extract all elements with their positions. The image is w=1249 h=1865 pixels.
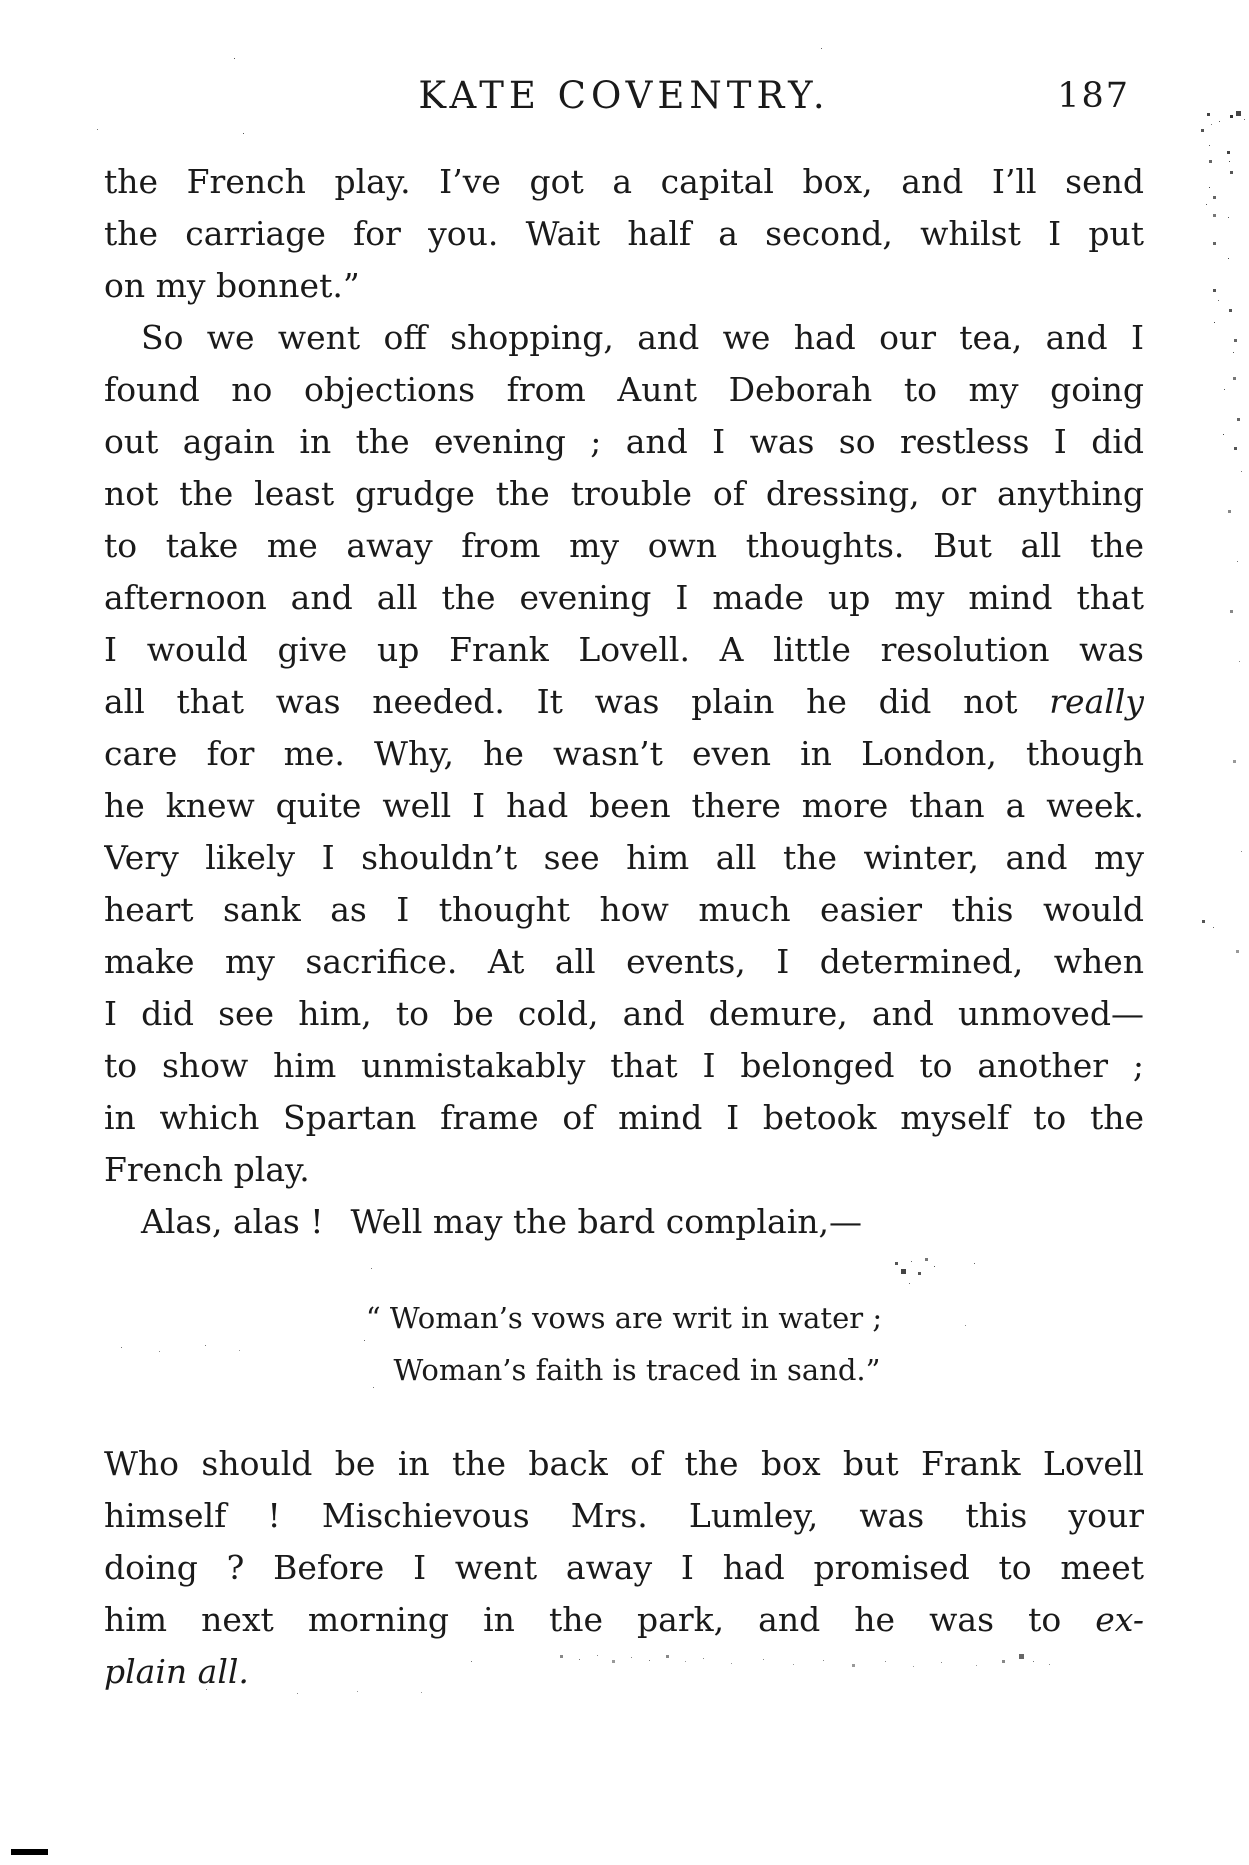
text-line (104, 1196, 1144, 1248)
text-line (104, 1542, 1144, 1594)
text-segment: I did see him, to be cold, and demure, and unmoved— (104, 994, 1144, 1033)
text-segment: himself ! Mischievous Mrs. Lumley, was this your (104, 1496, 1144, 1535)
scan-edge-mark (11, 1849, 48, 1855)
paragraphs-top (104, 156, 1144, 1248)
text-line (104, 1438, 1144, 1490)
text-line (104, 260, 1144, 312)
text-segment: to show him unmistakably that I belonged to another ; (104, 1046, 1144, 1085)
text-line (104, 676, 1144, 728)
text-segment: Who should be in the back of the box but Frank Lovell (104, 1444, 1144, 1483)
page-header (104, 70, 1144, 156)
scan-speckles (0, 0, 3, 3)
text-line (104, 572, 1144, 624)
text-segment: really (1049, 682, 1144, 721)
text-line (104, 312, 1144, 364)
text-line (104, 156, 1144, 208)
text-segment: to take me away from my own thoughts. But all the (104, 526, 1144, 565)
text-segment: ex- (1095, 1600, 1144, 1639)
text-line (104, 208, 1144, 260)
text-segment: not the least grudge the trouble of dressing, or anything (104, 474, 1144, 513)
text-segment: heart sank as I thought how much easier this would (104, 890, 1144, 929)
text-segment: I would give up Frank Lovell. A little resolution was (104, 630, 1144, 669)
text-line (104, 1490, 1144, 1542)
paragraph (104, 156, 1144, 312)
paragraph (104, 1196, 1144, 1248)
text-segment: the French play. I’ve got a capital box, and I’ll send (104, 162, 1144, 201)
text-line (104, 1040, 1144, 1092)
text-line (104, 1144, 1144, 1196)
verse-quote (104, 1292, 1144, 1396)
paragraph (104, 312, 1144, 1196)
text-segment: So we went off shopping, and we had our tea, and I (141, 318, 1144, 357)
text-line (104, 416, 1144, 468)
text-segment: he knew quite well I had been there more than a week. (104, 786, 1144, 825)
paragraph (104, 1438, 1144, 1698)
text-line (104, 364, 1144, 416)
paragraphs-bottom (104, 1438, 1144, 1698)
body-text (104, 156, 1144, 1698)
text-segment: Very likely I shouldn’t see him all the winter, and my (104, 838, 1144, 877)
text-line (104, 624, 1144, 676)
text-segment: afternoon and all the evening I made up my mind that (104, 578, 1144, 617)
verse-line: “ Woman’s vows are writ in water ; (365, 1301, 883, 1335)
text-line (104, 1646, 1144, 1698)
text-segment: all that was needed. It was plain he did not (104, 682, 1050, 721)
text-line (104, 936, 1144, 988)
text-line (104, 468, 1144, 520)
text-line (104, 728, 1144, 780)
page-number: 187 (1057, 76, 1130, 116)
text-line (104, 780, 1144, 832)
text-line (104, 988, 1144, 1040)
text-segment: the carriage for you. Wait half a second, whilst I put (104, 214, 1144, 253)
text-segment: care for me. Why, he wasn’t even in London, though (104, 734, 1144, 773)
text-segment: out again in the evening ; and I was so restless I did (104, 422, 1144, 461)
text-segment: doing ? Before I went away I had promised to meet (104, 1548, 1144, 1587)
text-segment: French play. (104, 1150, 310, 1189)
text-segment: in which Spartan frame of mind I betook myself to the (104, 1098, 1144, 1137)
verse-line: Woman’s faith is traced in sand.” (393, 1353, 881, 1387)
text-segment: plain all. (104, 1652, 249, 1691)
text-segment: on my bonnet.” (104, 266, 360, 305)
text-line (104, 1092, 1144, 1144)
text-line (104, 884, 1144, 936)
running-title: KATE COVENTRY. (418, 74, 830, 117)
text-line (104, 832, 1144, 884)
text-line (104, 520, 1144, 572)
text-segment: him next morning in the park, and he was to (104, 1600, 1096, 1639)
text-block (104, 70, 1144, 1698)
text-segment: Alas, alas ! Well may the bard complain,— (141, 1202, 863, 1241)
text-segment: found no objections from Aunt Deborah to my going (104, 370, 1144, 409)
text-segment: make my sacrifice. At all events, I determined, when (104, 942, 1144, 981)
text-line (104, 1594, 1144, 1646)
